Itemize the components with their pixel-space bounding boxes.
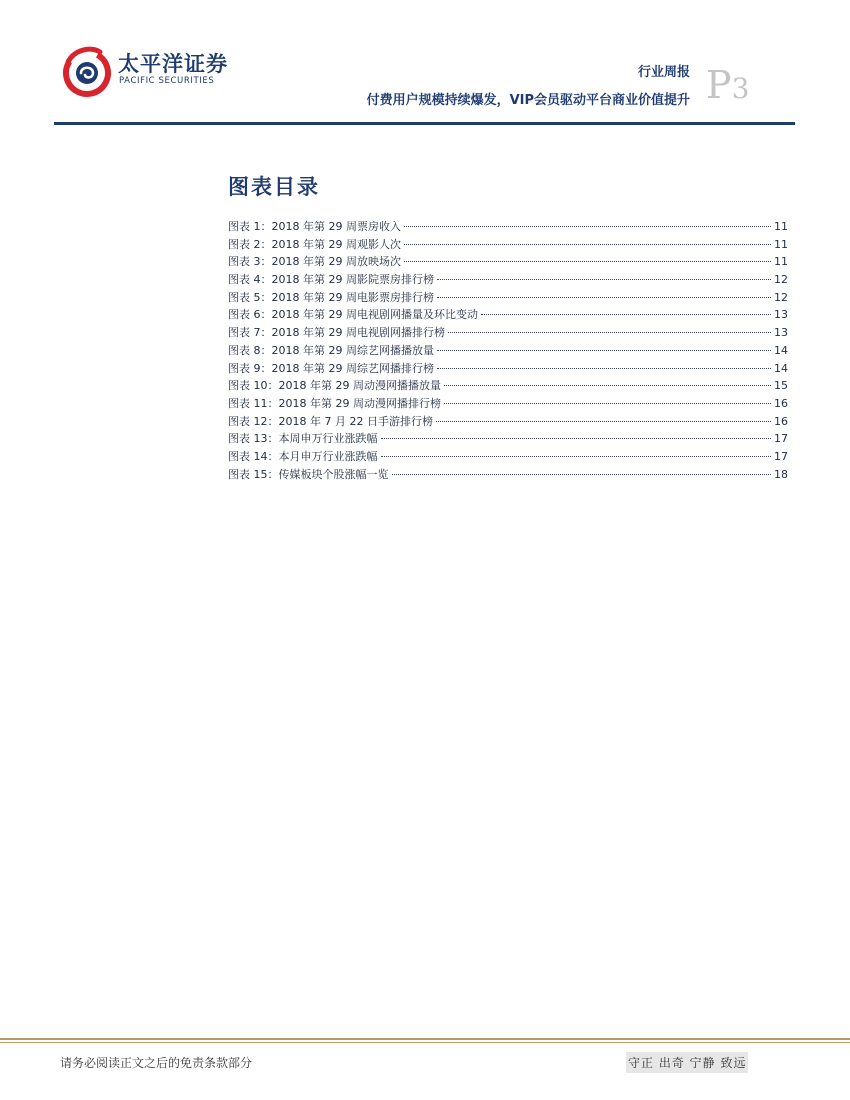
toc-item-page: 11 bbox=[774, 255, 788, 269]
toc-item-page: 11 bbox=[774, 220, 788, 233]
toc-item[interactable] bbox=[228, 413, 788, 431]
toc-item[interactable] bbox=[228, 306, 788, 324]
logo-english-name: PACIFIC SECURITIES bbox=[119, 76, 215, 86]
toc-item-page: 16 bbox=[774, 396, 788, 410]
toc-item-label: 图表 11：2018 年第 29 周动漫网播排行榜 bbox=[228, 396, 441, 410]
toc-leader-dots bbox=[444, 403, 771, 404]
page-number bbox=[706, 63, 750, 107]
toc-item[interactable] bbox=[228, 360, 788, 378]
toc-list bbox=[228, 218, 788, 483]
toc-leader-dots bbox=[444, 385, 771, 386]
toc-item[interactable] bbox=[228, 253, 788, 271]
toc-item-label: 图表 6：2018 年第 29 周电视剧网播量及环比变动 bbox=[228, 308, 478, 322]
toc-item-label: 图表 12：2018 年 7 月 22 日手游排行榜 bbox=[228, 414, 433, 428]
toc-item-label: 图表 3：2018 年第 29 周放映场次 bbox=[228, 255, 401, 269]
toc-item-label: 图表 1：2018 年第 29 周票房收入 bbox=[228, 220, 401, 233]
toc-item-page: 13 bbox=[774, 308, 788, 322]
toc-item[interactable] bbox=[228, 395, 788, 413]
footer-divider-thin bbox=[0, 1042, 850, 1043]
toc-item-label: 图表 7：2018 年第 29 周电视剧网播排行榜 bbox=[228, 326, 445, 340]
toc-leader-dots bbox=[437, 368, 771, 369]
logo-chinese-name: 太平洋证券 bbox=[118, 52, 228, 76]
toc-item-label: 图表 10：2018 年第 29 周动漫网播播放量 bbox=[228, 379, 441, 393]
toc-item-page: 11 bbox=[774, 237, 788, 251]
toc-item[interactable] bbox=[228, 430, 788, 448]
toc-leader-dots bbox=[404, 226, 771, 227]
footer-motto: 守正 出奇 宁静 致远 bbox=[626, 1052, 748, 1073]
toc-item-page: 12 bbox=[774, 290, 788, 304]
toc-item[interactable] bbox=[228, 466, 788, 484]
toc-item[interactable] bbox=[228, 342, 788, 360]
toc-item-page: 13 bbox=[774, 326, 788, 340]
report-type: 行业周报 bbox=[637, 65, 690, 80]
toc-item-page: 12 bbox=[774, 273, 788, 287]
toc-item[interactable] bbox=[228, 271, 788, 289]
toc-item[interactable] bbox=[228, 324, 788, 342]
toc-leader-dots bbox=[404, 244, 771, 245]
toc-item[interactable] bbox=[228, 236, 788, 254]
toc-leader-dots bbox=[392, 474, 772, 475]
toc-item-page: 15 bbox=[774, 379, 788, 393]
page-prefix: P bbox=[706, 63, 732, 107]
company-logo bbox=[60, 44, 230, 104]
pacific-securities-logo-icon bbox=[60, 44, 112, 100]
toc-item[interactable] bbox=[228, 289, 788, 307]
header-divider bbox=[54, 122, 795, 125]
toc-item-page: 16 bbox=[774, 414, 788, 428]
toc-item-page: 17 bbox=[774, 432, 788, 446]
toc-item[interactable] bbox=[228, 218, 788, 236]
toc-leader-dots bbox=[481, 314, 771, 315]
toc-item-label: 图表 13：本周申万行业涨跌幅 bbox=[228, 432, 378, 446]
toc-leader-dots bbox=[437, 350, 771, 351]
report-title: 付费用户规模持续爆发，VIP会员驱动平台商业价值提升 bbox=[366, 93, 690, 108]
toc-item-page: 18 bbox=[774, 467, 788, 481]
toc-item-label: 图表 4：2018 年第 29 周影院票房排行榜 bbox=[228, 273, 434, 287]
toc-item-page: 14 bbox=[774, 361, 788, 375]
toc-title: 图表目录 bbox=[228, 175, 320, 199]
toc-leader-dots bbox=[404, 261, 771, 262]
toc-item-label: 图表 2：2018 年第 29 周观影人次 bbox=[228, 237, 401, 251]
toc-item-label: 图表 8：2018 年第 29 周综艺网播播放量 bbox=[228, 343, 434, 357]
page-number-value: 3 bbox=[731, 72, 750, 105]
toc-item[interactable] bbox=[228, 448, 788, 466]
footer-divider bbox=[0, 1038, 850, 1040]
toc-item[interactable] bbox=[228, 377, 788, 395]
toc-item-label: 图表 15：传媒板块个股涨幅一览 bbox=[228, 467, 389, 481]
toc-leader-dots bbox=[448, 332, 771, 333]
toc-leader-dots bbox=[381, 456, 772, 457]
toc-item-label: 图表 14：本月申万行业涨跌幅 bbox=[228, 449, 378, 463]
toc-leader-dots bbox=[437, 279, 771, 280]
toc-item-page: 17 bbox=[774, 449, 788, 463]
toc-item-label: 图表 5：2018 年第 29 周电影票房排行榜 bbox=[228, 290, 434, 304]
toc-leader-dots bbox=[436, 421, 771, 422]
footer-disclaimer: 请务必阅读正文之后的免责条款部分 bbox=[60, 1056, 253, 1070]
toc-leader-dots bbox=[381, 438, 772, 439]
toc-item-label: 图表 9：2018 年第 29 周综艺网播排行榜 bbox=[228, 361, 434, 375]
toc-item-page: 14 bbox=[774, 343, 788, 357]
toc-leader-dots bbox=[437, 297, 771, 298]
